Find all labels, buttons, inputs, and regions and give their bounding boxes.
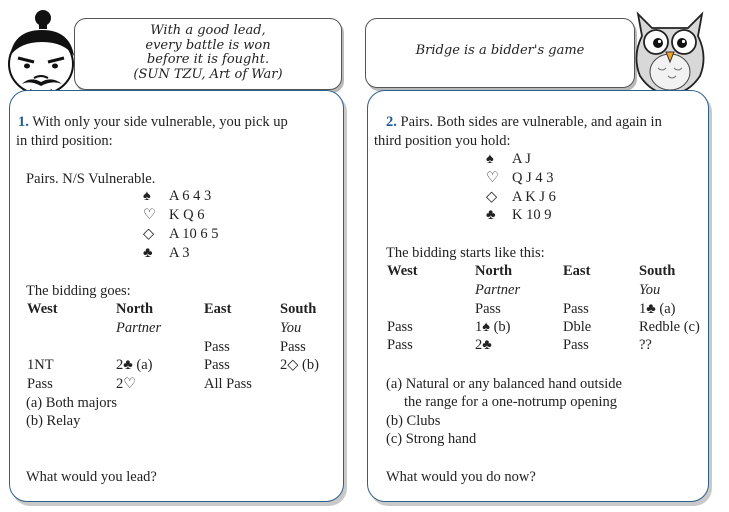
quote-line: With a good lead, <box>150 23 266 38</box>
bid-cell: 1NT <box>27 357 54 373</box>
bid-cell: 2♡ <box>116 376 137 392</box>
cards: A 10 6 5 <box>169 226 219 242</box>
hand-row <box>486 189 556 206</box>
hand-row <box>486 151 531 168</box>
intro-text-cont: in third position: <box>16 133 113 149</box>
cards: Q J 4 3 <box>512 170 554 186</box>
owl-icon <box>628 6 712 98</box>
cards: A J <box>512 151 531 167</box>
note: (c) Strong hand <box>386 431 477 447</box>
role-partner: Partner <box>475 282 521 298</box>
quote-line: every battle is won <box>145 37 271 53</box>
problem-intro <box>386 114 662 131</box>
hand-row <box>143 245 190 262</box>
header-north: North <box>116 301 154 317</box>
role-you: You <box>280 320 302 336</box>
problem-number: 1. <box>18 114 29 130</box>
header-west: West <box>387 263 418 279</box>
header-east: East <box>563 263 591 279</box>
header-north: North <box>475 263 513 279</box>
bid-cell: Pass <box>387 337 413 353</box>
heart-icon: ♡ <box>486 170 499 186</box>
samurai-face-icon <box>4 6 78 98</box>
left-problem-panel <box>9 90 344 502</box>
right-quote-banner <box>365 18 635 88</box>
bid-cell: ?? <box>639 337 652 353</box>
bid-cell: Pass <box>204 339 230 355</box>
role-partner: Partner <box>116 320 162 336</box>
diamond-icon: ◇ <box>143 226 155 242</box>
problem-number: 2. <box>386 114 397 130</box>
header-south: South <box>280 301 317 317</box>
note: (b) Relay <box>26 413 81 429</box>
bid-cell: Pass <box>280 339 306 355</box>
diamond-icon: ◇ <box>486 189 498 205</box>
cards: A K J 6 <box>512 189 556 205</box>
bid-cell: Pass <box>27 376 53 392</box>
bidding-intro: The bidding goes: <box>26 283 131 299</box>
bid-cell: Pass <box>563 301 589 317</box>
bid-cell: Pass <box>387 319 413 335</box>
quote-line: before it is fought. <box>146 52 270 67</box>
bid-cell: Dble <box>563 319 592 335</box>
note: (a) Both majors <box>26 395 118 411</box>
spade-icon: ♠ <box>143 188 151 204</box>
bid-cell: Pass <box>563 337 589 353</box>
context-text: Pairs. N/S Vulnerable. <box>26 171 156 187</box>
cards: K Q 6 <box>169 207 205 223</box>
intro-text: Pairs. Both sides are vulnerable, and again in <box>396 114 662 130</box>
right-problem-panel <box>367 90 709 502</box>
bid-cell: All Pass <box>204 376 252 392</box>
bid-cell: 1♣ (a) <box>639 301 676 317</box>
heart-icon: ♡ <box>143 207 156 223</box>
left-quote-banner <box>74 18 342 90</box>
club-icon: ♣ <box>143 245 153 261</box>
hand-row <box>486 170 554 187</box>
cards: K 10 9 <box>512 207 552 223</box>
quote-line: (SUN TZU, Art of War) <box>133 66 283 82</box>
bid-cell: Pass <box>204 357 230 373</box>
cards: A 6 4 3 <box>169 188 212 204</box>
cards: A 3 <box>169 245 190 261</box>
note: (b) Clubs <box>386 413 441 429</box>
note: (a) Natural or any balanced hand outside <box>386 376 622 392</box>
header-west: West <box>27 301 58 317</box>
spade-icon: ♠ <box>486 151 494 167</box>
bid-cell: 2♣ <box>475 337 492 353</box>
role-you: You <box>639 282 661 298</box>
intro-text-cont: third position you hold: <box>374 133 511 149</box>
bidding-intro: The bidding starts like this: <box>386 245 545 261</box>
hand-row <box>143 226 219 243</box>
question-text: What would you lead? <box>26 469 157 485</box>
hand-row <box>143 188 211 205</box>
problem-intro <box>18 114 288 131</box>
header-east: East <box>204 301 232 317</box>
bid-cell: Redble (c) <box>639 319 700 335</box>
bid-cell: Pass <box>475 301 501 317</box>
club-icon: ♣ <box>486 207 496 223</box>
bid-cell: 2♣ (a) <box>116 357 153 373</box>
hand-row <box>486 207 551 224</box>
hand-row <box>143 207 204 224</box>
quote-text <box>75 19 341 82</box>
bid-cell: 1♠ (b) <box>475 319 511 335</box>
quote-text: Bridge is a bidder's game <box>415 43 585 58</box>
note: the range for a one-notrump opening <box>404 394 617 410</box>
question-text: What would you do now? <box>386 469 536 485</box>
intro-text: With only your side vulnerable, you pick up <box>28 114 288 130</box>
header-south: South <box>639 263 676 279</box>
bid-cell: 2◇ (b) <box>280 357 319 373</box>
